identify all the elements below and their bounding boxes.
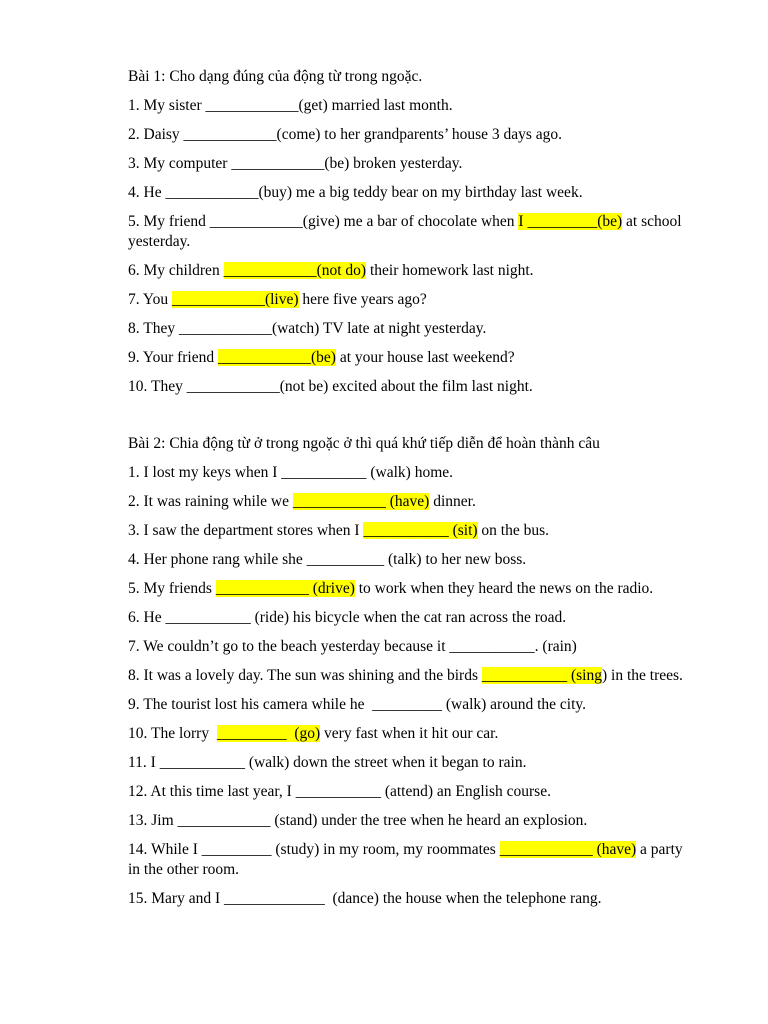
exercise-1-item: 4. He ____________(buy) me a big teddy bear on my birthday last week. [128,184,583,201]
exercise-2-item: 2. It was raining while we ____________ (have) dinner. [128,493,476,510]
exercise-2-item: 10. The lorry _________ (go) very fast when it hit our car. [128,725,499,742]
exercise-2-item: 12. At this time last year, I ___________ (attend) an English course. [128,783,551,800]
exercise-1-item: 7. You ____________(live) here five years ago? [128,291,427,308]
exercise-2-item: 11. I ___________ (walk) down the street when it began to rain. [128,754,527,771]
exercise-1-title: Bài 1: Cho dạng đúng của động từ trong ngoặc. [128,68,423,85]
exercise-2-item: 14. While I _________ (study) in my room, my roommates ____________ (have) a party in the other room. [128,841,687,878]
exercise-2-item: 4. Her phone rang while she __________ (talk) to her new boss. [128,551,527,568]
exercise-2-item: 9. The tourist lost his camera while he _________ (walk) around the city. [128,696,587,713]
highlighted-answer: I _________(be) [518,213,623,230]
exercise-1-item: 5. My friend ____________(give) me a bar of chocolate when I _________(be) at school yesterday. [128,213,686,250]
exercise-2-item: 15. Mary and I _____________ (dance) the house when the telephone rang. [128,890,602,907]
exercise-1-item: 3. My computer ____________(be) broken yesterday. [128,155,463,172]
exercise-2-item: 8. It was a lovely day. The sun was shining and the birds ___________ (sing) in the trees. [128,667,683,684]
exercise-2-item: 5. My friends ____________ (drive) to work when they heard the news on the radio. [128,580,654,597]
exercise-2-title: Bài 2: Chia động từ ở trong ngoặc ở thì quá khứ tiếp diễn để hoàn thành câu [128,435,600,452]
exercise-1-item: 9. Your friend ____________(be) at your house last weekend? [128,349,515,366]
highlighted-answer: ____________(be) [218,349,336,366]
exercise-2-item: 6. He ___________ (ride) his bicycle when the cat ran across the road. [128,609,567,626]
exercise-1-item: 8. They ____________(watch) TV late at night yesterday. [128,320,487,337]
exercise-2-item: 1. I lost my keys when I ___________ (walk) home. [128,464,454,481]
highlighted-answer: ____________(live) [171,291,299,308]
highlighted-answer: ___________ (sing [481,667,602,684]
exercise-2-item: 13. Jim ____________ (stand) under the tree when he heard an explosion. [128,812,588,829]
highlighted-answer: ____________ (have) [499,841,637,858]
highlighted-answer: ___________ (sit) [363,522,478,539]
exercise-2-item: 7. We couldn’t go to the beach yesterday because it ___________. (rain) [128,638,577,655]
exercise-2-item: 3. I saw the department stores when I ___________ (sit) on the bus. [128,522,550,539]
exercise-1-item: 1. My sister ____________(get) married last month. [128,97,453,114]
exercise-1-item: 10. They ____________(not be) excited about the film last night. [128,378,533,395]
highlighted-answer: _________ (go) [216,725,321,742]
highlighted-answer: ____________ (have) [292,493,430,510]
document-content [128,67,698,918]
exercise-1-item: 2. Daisy ____________(come) to her grandparents’ house 3 days ago. [128,126,563,143]
exercise-1-item: 6. My children ____________(not do) their homework last night. [128,262,534,279]
highlighted-answer: ____________(not do) [223,262,367,279]
highlighted-answer: ____________ (drive) [215,580,355,597]
